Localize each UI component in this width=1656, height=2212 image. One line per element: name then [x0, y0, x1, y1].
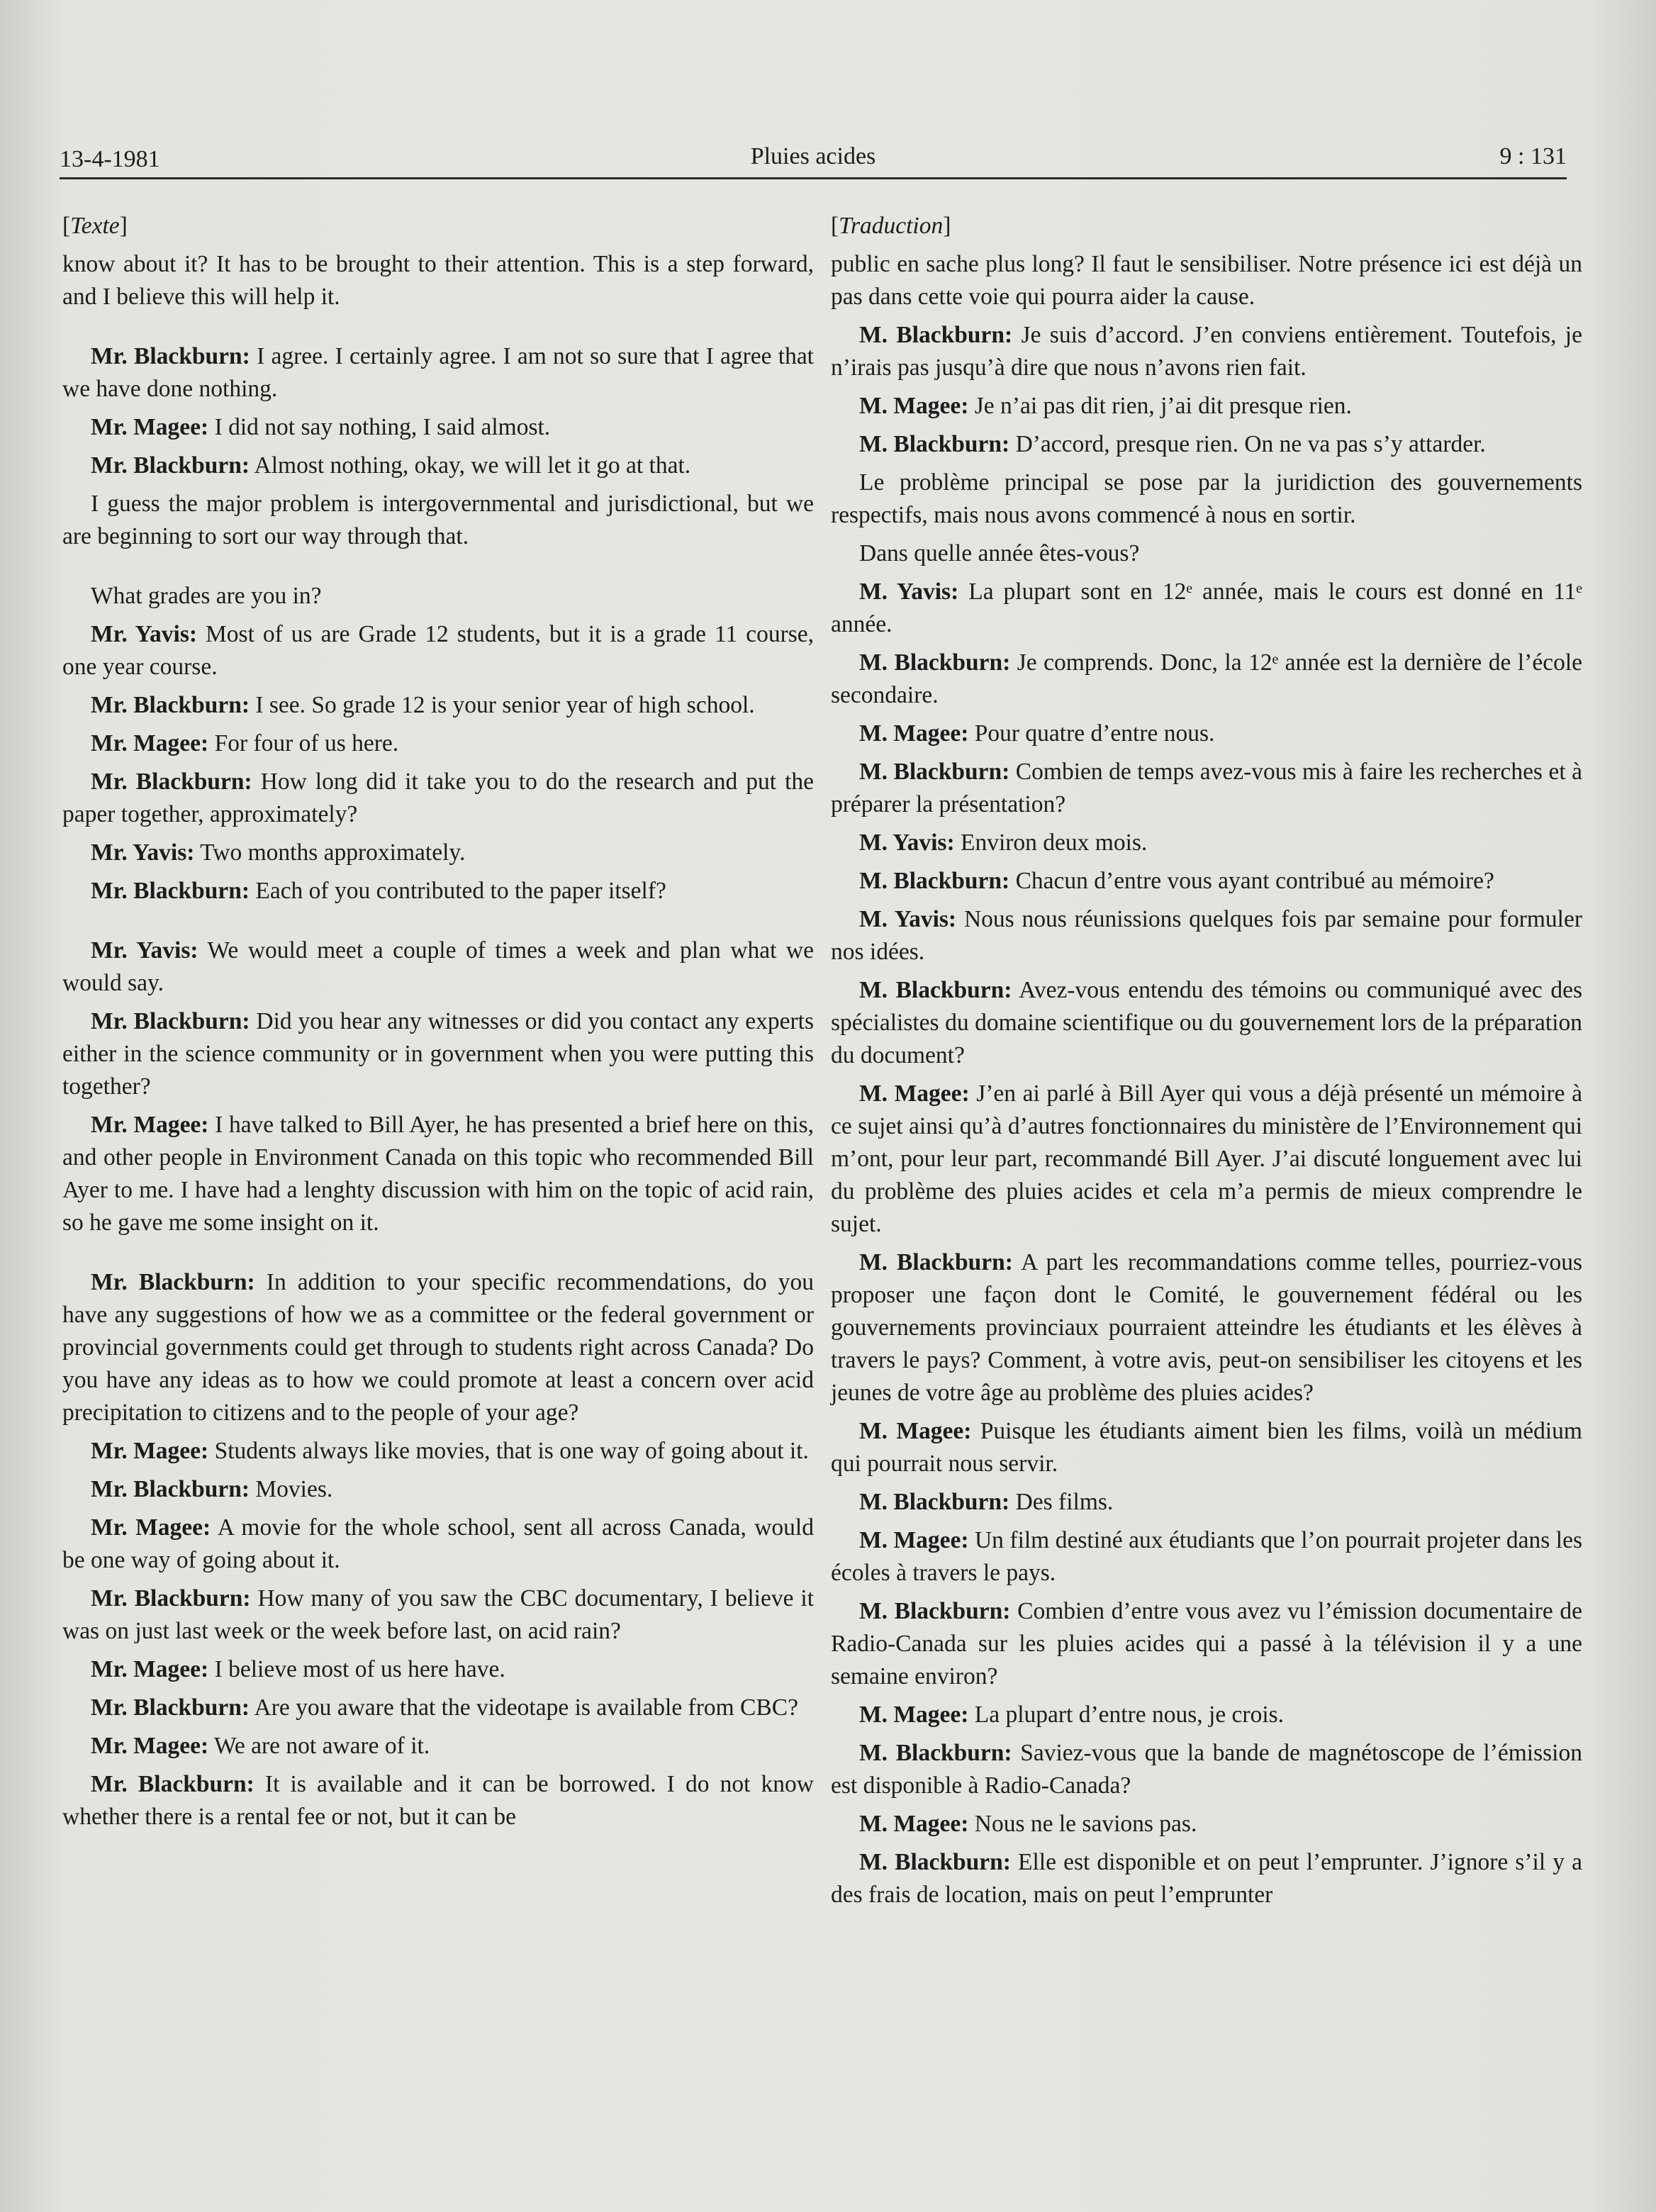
- speech-text: Environ deux mois.: [954, 830, 1148, 856]
- speaker-name: M. Blackburn:: [859, 1489, 1010, 1515]
- speaker-name: M. Magee:: [859, 720, 969, 747]
- transcript-paragraph: [62, 1653, 814, 1686]
- transcript-paragraph: [831, 319, 1582, 384]
- speaker-name: Mr. Magee:: [91, 1656, 209, 1682]
- transcript-paragraph: [62, 1768, 814, 1833]
- speaker-name: M. Blackburn:: [859, 649, 1011, 676]
- transcript-paragraph: [62, 580, 814, 613]
- speech-text: Did you hear any witnesses or did you contact any experts either in the science community or in government when you were putting this together?: [62, 1008, 814, 1100]
- speaker-name: M. Magee:: [859, 1418, 972, 1444]
- transcript-paragraph: [62, 1512, 814, 1577]
- column-tag: [Texte]: [62, 213, 128, 239]
- transcript-paragraph: [62, 766, 814, 831]
- english-column: [62, 210, 814, 1839]
- speech-text: We are not aware of it.: [208, 1733, 430, 1759]
- transcript-paragraph: [62, 411, 814, 444]
- speaker-name: Mr. Blackburn:: [91, 769, 252, 795]
- speech-text: Movies.: [249, 1476, 333, 1502]
- speaker-name: M. Blackburn:: [859, 1849, 1011, 1875]
- speaker-name: Mr. Blackburn:: [91, 1269, 255, 1295]
- english-paragraphs: [62, 248, 814, 1833]
- speech-text: Two months approximately.: [194, 839, 466, 866]
- speech-text: How many of you saw the CBC documentary, I believe it was on just last week or the week before last, on acid rain?: [62, 1585, 815, 1644]
- speaker-name: Mr. Magee:: [91, 1514, 211, 1541]
- speech-text: Chacun d’entre vous ayant contribué au mémoire?: [1009, 868, 1494, 894]
- transcript-paragraph: [62, 449, 814, 482]
- transcript-paragraph: [831, 1699, 1582, 1731]
- speaker-name: Mr. Magee:: [91, 414, 209, 440]
- speech-text: J’en ai parlé à Bill Ayer qui vous a déjà présenté un mémoire à ce sujet ainsi qu’à d’autres fonctionnaires du ministère de l’Environnement qui m’ont, pour leur part, recommandé Bill Ayer. J’ai discuté longuement avec lui du problème des pluies acides et cela m’a permis de mieux comprendre le sujet.: [831, 1080, 1583, 1237]
- transcript-paragraph: [831, 827, 1582, 859]
- transcript-paragraph: [831, 903, 1582, 968]
- speaker-name: Mr. Blackburn:: [91, 1008, 250, 1034]
- speech-text: I guess the major problem is intergovernmental and jurisdictional, but we are beginning to sort our way through that.: [62, 491, 814, 549]
- speaker-name: Mr. Blackburn:: [91, 452, 250, 479]
- speech-text: A movie for the whole school, sent all across Canada, would be one way of going about it.: [62, 1514, 814, 1573]
- transcript-paragraph: [62, 1692, 814, 1724]
- transcript-paragraph: [62, 875, 814, 907]
- transcript-paragraph: [831, 1246, 1582, 1409]
- speaker-name: M. Magee:: [859, 1702, 969, 1728]
- speaker-name: Mr. Blackburn:: [91, 343, 250, 369]
- transcript-paragraph: [62, 618, 814, 683]
- speaker-name: M. Magee:: [859, 1080, 970, 1107]
- speech-text: Un film destiné aux étudiants que l’on pourrait projeter dans les écoles à travers le pays.: [831, 1527, 1582, 1586]
- transcript-paragraph: [62, 727, 814, 760]
- speaker-name: M. Magee:: [859, 1811, 969, 1837]
- speech-text: Je suis d’accord. J’en conviens entièrement. Toutefois, je n’irais pas jusqu’à dire que nous n’avons rien fait.: [831, 322, 1582, 381]
- speaker-name: M. Blackburn:: [859, 977, 1012, 1003]
- speaker-name: Mr. Magee:: [91, 1733, 209, 1759]
- speech-text: We would meet a couple of times a week and plan what we would say.: [62, 937, 814, 996]
- speech-text: Dans quelle année êtes-vous?: [859, 540, 1140, 566]
- speech-text: Nous ne le savions pas.: [968, 1811, 1197, 1837]
- speaker-name: Mr. Blackburn:: [91, 1694, 250, 1721]
- column-tag-label: Texte: [70, 213, 120, 239]
- transcript-paragraph: [831, 865, 1582, 898]
- speaker-name: M. Blackburn:: [859, 322, 1013, 348]
- speaker-name: M. Blackburn:: [859, 1598, 1011, 1624]
- transcript-paragraph: [831, 974, 1582, 1072]
- speaker-name: M. Blackburn:: [859, 759, 1010, 785]
- speech-text: Saviez-vous que la bande de magnétoscope de l’émission est disponible à Radio-Canada?: [831, 1740, 1582, 1799]
- speech-text: Avez-vous entendu des témoins ou communiqué avec des spécialistes du domaine scientifique ou du gouvernement lors de la préparation du document?: [831, 977, 1582, 1068]
- transcript-paragraph: [62, 1582, 814, 1648]
- transcript-paragraph: [831, 1524, 1582, 1590]
- speaker-name: Mr. Magee:: [91, 1112, 209, 1138]
- transcript-paragraph: [831, 1595, 1582, 1693]
- speech-text: I agree. I certainly agree. I am not so sure that I agree that we have done nothing.: [62, 343, 814, 402]
- speaker-name: Mr. Yavis:: [91, 621, 198, 647]
- speaker-name: Mr. Blackburn:: [91, 1585, 251, 1611]
- speaker-name: Mr. Blackburn:: [91, 1771, 254, 1797]
- speaker-name: Mr. Blackburn:: [91, 878, 250, 904]
- transcript-paragraph: [62, 1730, 814, 1763]
- transcript-paragraph: [831, 1415, 1582, 1480]
- transcript-paragraph: [831, 1846, 1582, 1911]
- header-date: 13-4-1981: [60, 146, 160, 172]
- transcript-paragraph: [831, 1486, 1582, 1519]
- speaker-name: M. Blackburn:: [859, 431, 1010, 457]
- speech-text: How long did it take you to do the research and put the paper together, approximately?: [62, 769, 815, 827]
- speech-text: It is available and it can be borrowed. I do not know whether there is a rental fee or not, but it can be: [62, 1771, 815, 1830]
- transcript-paragraph: [831, 1737, 1582, 1802]
- speaker-name: M. Yavis:: [859, 579, 959, 605]
- transcript-paragraph: [62, 934, 814, 1000]
- speech-text: I believe most of us here have.: [208, 1656, 505, 1682]
- transcript-paragraph: [62, 1473, 814, 1506]
- speech-text: Des films.: [1009, 1489, 1114, 1515]
- speech-text: What grades are you in?: [91, 583, 322, 609]
- transcript-paragraph: [831, 756, 1582, 821]
- speaker-name: Mr. Blackburn:: [91, 1476, 250, 1502]
- column-tag-label: Traduction: [839, 213, 944, 239]
- speech-text: D’accord, presque rien. On ne va pas s’y attarder.: [1009, 431, 1486, 457]
- speech-text: Puisque les étudiants aiment bien les films, voilà un médium qui pourrait nous servir.: [831, 1418, 1582, 1477]
- speaker-name: M. Magee:: [859, 1527, 969, 1553]
- speaker-name: Mr. Magee:: [91, 730, 209, 756]
- transcript-paragraph: [831, 390, 1582, 423]
- transcript-paragraph: [831, 717, 1582, 750]
- speech-text: Pour quatre d’entre nous.: [968, 720, 1215, 747]
- transcript-paragraph: [831, 1808, 1582, 1840]
- speech-text: public en sache plus long? Il faut le sensibiliser. Notre présence ici est déjà un pas dans cette voie qui pourra aider la cause.: [831, 251, 1582, 310]
- french-paragraphs: [831, 248, 1582, 1911]
- transcript-paragraph: [62, 1005, 814, 1103]
- speech-text: Nous nous réunissions quelques fois par semaine pour formuler nos idées.: [831, 906, 1582, 965]
- transcript-paragraph: [831, 467, 1582, 532]
- transcript-paragraph: [62, 1266, 814, 1429]
- speech-text: know about it? It has to be brought to their attention. This is a step forward, and I believe this will help it.: [62, 251, 814, 310]
- speech-text: Are you aware that the videotape is available from CBC?: [249, 1694, 798, 1721]
- header-page-number: 9 : 131: [1499, 143, 1567, 169]
- speech-text: Le problème principal se pose par la juridiction des gouvernements respectifs, mais nous avons commencé à nous en sortir.: [831, 469, 1582, 528]
- transcript-paragraph: [831, 537, 1582, 570]
- speech-text: Each of you contributed to the paper itself?: [249, 878, 666, 904]
- header-title: Pluies acides: [750, 143, 876, 169]
- speech-text: Combien d’entre vous avez vu l’émission documentaire de Radio-Canada sur les pluies acides qui a passé à la télévision il y a une semaine environ?: [831, 1598, 1582, 1689]
- speech-text: I did not say nothing, I said almost.: [208, 414, 551, 440]
- speaker-name: Mr. Blackburn:: [91, 692, 250, 718]
- speech-text: Je n’ai pas dit rien, j’ai dit presque rien.: [968, 393, 1352, 419]
- speaker-name: Mr. Yavis:: [91, 937, 198, 963]
- speaker-name: M. Yavis:: [859, 830, 955, 856]
- speaker-name: M. Yavis:: [859, 906, 957, 932]
- speaker-name: M. Blackburn:: [859, 868, 1010, 894]
- transcript-paragraph: [62, 1435, 814, 1468]
- speech-text: Most of us are Grade 12 students, but it is a grade 11 course, one year course.: [62, 621, 815, 680]
- transcript-paragraph: [831, 1078, 1582, 1241]
- speech-text: Almost nothing, okay, we will let it go at that.: [249, 452, 691, 479]
- transcript-paragraph: [831, 428, 1582, 461]
- speech-text: Je comprends. Donc, la 12ᵉ année est la dernière de l’école secondaire.: [831, 649, 1582, 708]
- transcript-paragraph: [62, 248, 814, 313]
- speaker-name: M. Blackburn:: [859, 1740, 1012, 1766]
- transcript-paragraph: [62, 488, 814, 553]
- speech-text: La plupart sont en 12ᵉ année, mais le cours est donné en 11ᵉ année.: [831, 579, 1582, 637]
- speech-text: Combien de temps avez-vous mis à faire les recherches et à préparer la présentation?: [831, 759, 1582, 817]
- transcript-paragraph: [62, 689, 814, 722]
- speech-text: A part les recommandations comme telles, pourriez-vous proposer une façon dont le Comité, le gouvernement fédéral ou les gouvernements provinciaux pourraient atteindre les étudiants et les élèves à travers le pays? Comment, à votre avis, peut-on sensibiliser les citoyens et les jeunes de votre âge au problème des pluies acides?: [831, 1249, 1582, 1406]
- transcript-paragraph: [62, 1109, 814, 1239]
- page-header: [60, 132, 1567, 179]
- speech-text: For four of us here.: [208, 730, 399, 756]
- speaker-name: Mr. Yavis:: [91, 839, 195, 866]
- speech-text: Elle est disponible et on peut l’emprunter. J’ignore s’il y a des frais de location, mais on peut l’emprunter: [831, 1849, 1582, 1908]
- column-tag: [Traduction]: [831, 213, 951, 239]
- speech-text: In addition to your specific recommendations, do you have any suggestions of how we as a committee or the federal government or provincial governments could get through to students right across Canada? Do you have any ideas as to how we could promote at least a concern over acid precipitation to citizens and to the people of your age?: [62, 1269, 814, 1426]
- speech-text: I have talked to Bill Ayer, he has presented a brief here on this, and other people in Environment Canada on this topic who recommended Bill Ayer to me. I have had a lenghty discussion with him on the topic of acid rain, so he gave me some insight on it.: [62, 1112, 814, 1236]
- transcript-paragraph: [831, 576, 1582, 641]
- speaker-name: M. Magee:: [859, 393, 969, 419]
- speaker-name: Mr. Magee:: [91, 1438, 209, 1464]
- transcript-paragraph: [831, 647, 1582, 712]
- speech-text: Students always like movies, that is one way of going about it.: [208, 1438, 809, 1464]
- transcript-paragraph: [62, 837, 814, 869]
- transcript-paragraph: [62, 340, 814, 406]
- french-column: [831, 210, 1582, 1917]
- speech-text: I see. So grade 12 is your senior year of high school.: [249, 692, 755, 718]
- speech-text: La plupart d’entre nous, je crois.: [968, 1702, 1285, 1728]
- transcript-paragraph: [831, 248, 1582, 313]
- speaker-name: M. Blackburn:: [859, 1249, 1013, 1275]
